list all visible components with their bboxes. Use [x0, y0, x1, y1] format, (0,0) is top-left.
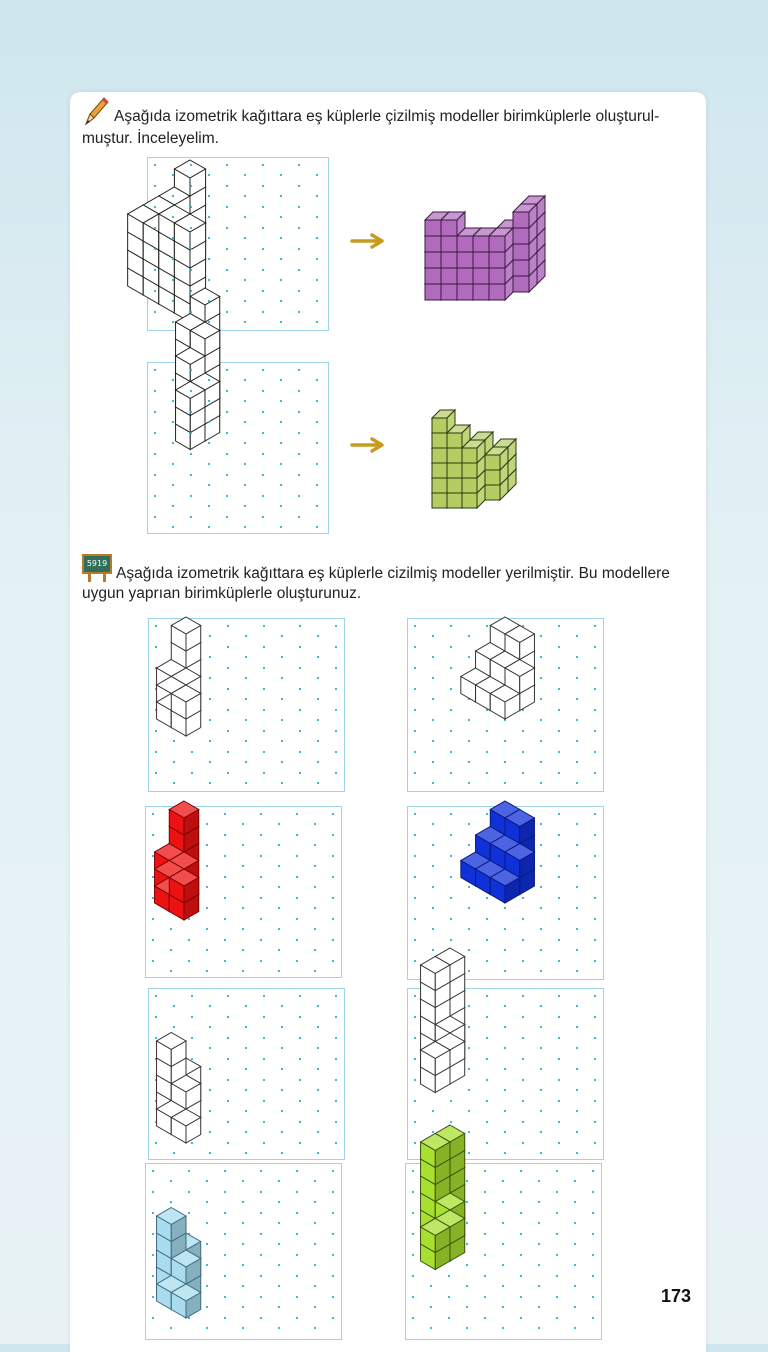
intro-line-1: Aşağıda izometrik kağıttara eş küplerle çizilmiş modeller birimküplerle oluşturul-: [114, 108, 660, 125]
page-number: 173: [661, 1286, 692, 1306]
intro-line-2: muştur. İnceleyelim.: [82, 130, 219, 147]
chalkboard-text: 5919: [82, 554, 112, 574]
task-line-2: uygun yaprıan birimküplerle oluşturunuz.: [82, 585, 362, 602]
task-line-1: Aşağıda izometrik kağıttara eş küplerle cizilmiş modeller yerilmiştir. Bu modellere: [116, 565, 670, 582]
